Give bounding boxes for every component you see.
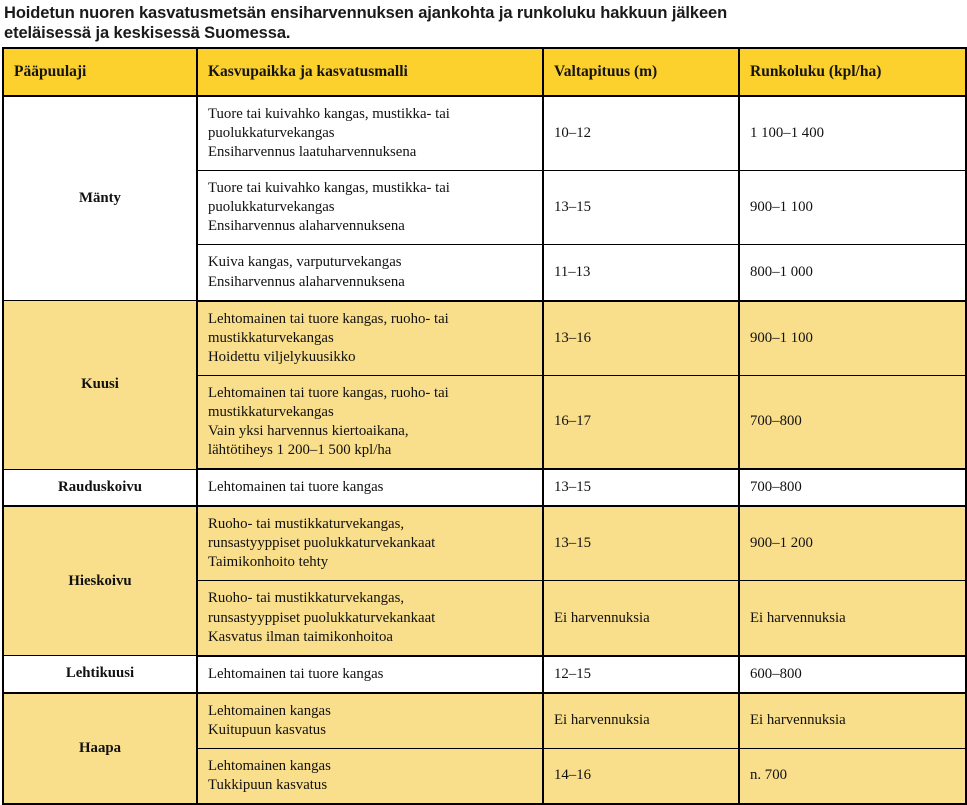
site-model-line: Kuiva kangas, varputurvekangas — [208, 254, 402, 271]
site-model-line: mustikkaturvekangas — [208, 403, 334, 420]
column-header-species: Pääpuulaji — [3, 48, 197, 96]
stem-count-cell: 900–1 200 — [739, 506, 966, 581]
stem-count-cell: 900–1 100 — [739, 301, 966, 376]
column-header-height: Valtapituus (m) — [543, 48, 739, 96]
site-model-line: Vain yksi harvennus kiertoaikana, — [208, 423, 409, 440]
table-header — [3, 48, 966, 96]
dominant-height-cell: 13–15 — [543, 469, 739, 506]
site-model-cell — [197, 748, 543, 804]
species-cell: Mänty — [3, 96, 197, 301]
site-model-line: Hoidettu viljelykuusikko — [208, 348, 356, 365]
table-row — [3, 693, 966, 749]
site-model-line: Lehtomainen tai tuore kangas, ruoho- tai — [208, 310, 449, 327]
stem-count-cell: n. 700 — [739, 748, 966, 804]
site-model-cell — [197, 656, 543, 693]
site-model-cell — [197, 581, 543, 656]
species-cell: Lehtikuusi — [3, 656, 197, 693]
table-body — [3, 96, 966, 804]
dominant-height-cell: 14–16 — [543, 748, 739, 804]
site-model-cell — [197, 301, 543, 376]
site-model-line: Lehtomainen tai tuore kangas — [208, 479, 384, 496]
site-model-line: Ruoho- tai mustikkaturvekangas, — [208, 590, 405, 607]
site-model-line: lähtötiheys 1 200–1 500 kpl/ha — [208, 442, 392, 459]
caption-line-1: Hoidetun nuoren kasvatusmetsän ensiharvennuksen ajankohta ja runkoluku hakkuun jälkeen — [4, 4, 728, 22]
site-model-cell — [197, 693, 543, 749]
site-model-line: Lehtomainen kangas — [208, 757, 331, 774]
thinning-guideline-table — [2, 47, 967, 805]
column-header-stems: Runkoluku (kpl/ha) — [739, 48, 966, 96]
dominant-height-cell: 16–17 — [543, 375, 739, 469]
site-model-line: Tuore tai kuivahko kangas, mustikka- tai — [208, 106, 450, 122]
caption-line-2: eteläisessä ja keskisessä Suomessa. — [4, 24, 291, 42]
site-model-line: Lehtomainen tai tuore kangas — [208, 665, 384, 682]
dominant-height-cell: 10–12 — [543, 96, 739, 171]
site-model-line: Ruoho- tai mustikkaturvekangas, — [208, 516, 405, 533]
dominant-height-cell: 13–15 — [543, 171, 739, 245]
site-model-cell — [197, 506, 543, 581]
site-model-line: Kuitupuun kasvatus — [208, 721, 326, 738]
site-model-line: runsastyyppiset puolukkaturvekankaat — [208, 535, 436, 552]
table-row — [3, 96, 966, 171]
stem-count-cell: 900–1 100 — [739, 171, 966, 245]
header-row — [3, 48, 966, 96]
species-cell: Kuusi — [3, 301, 197, 470]
site-model-cell — [197, 171, 543, 245]
site-model-line: Tuore tai kuivahko kangas, mustikka- tai — [208, 180, 450, 197]
site-model-cell — [197, 469, 543, 506]
stem-count-cell: Ei harvennuksia — [739, 581, 966, 656]
site-model-cell — [197, 375, 543, 469]
site-model-cell — [197, 96, 543, 171]
column-header-site: Kasvupaikka ja kasvatusmalli — [197, 48, 543, 96]
site-model-line: Lehtomainen tai tuore kangas, ruoho- tai — [208, 384, 449, 401]
site-model-cell — [197, 245, 543, 301]
stem-count-cell: 800–1 000 — [739, 245, 966, 301]
site-model-line: puolukkaturvekangas — [208, 125, 335, 142]
site-model-line: Ensiharvennus alaharvennuksena — [208, 273, 405, 290]
dominant-height-cell: 11–13 — [543, 245, 739, 301]
table-row — [3, 656, 966, 693]
species-cell: Haapa — [3, 693, 197, 804]
species-cell: Rauduskoivu — [3, 469, 197, 506]
site-model-line: runsastyyppiset puolukkaturvekankaat — [208, 609, 436, 626]
site-model-line: puolukkaturvekangas — [208, 199, 335, 216]
site-model-line: Tukkipuun kasvatus — [208, 777, 328, 794]
site-model-line: Lehtomainen kangas — [208, 702, 331, 719]
stem-count-cell: Ei harvennuksia — [739, 693, 966, 749]
site-model-line: mustikkaturvekangas — [208, 329, 334, 346]
site-model-line: Taimikonhoito tehty — [208, 554, 329, 571]
table-row — [3, 506, 966, 581]
species-cell: Hieskoivu — [3, 506, 197, 655]
table-row — [3, 301, 966, 376]
dominant-height-cell: 12–15 — [543, 656, 739, 693]
dominant-height-cell: Ei harvennuksia — [543, 581, 739, 656]
site-model-line: Ensiharvennus alaharvennuksena — [208, 218, 405, 235]
stem-count-cell: 600–800 — [739, 656, 966, 693]
table-row — [3, 469, 966, 506]
dominant-height-cell: Ei harvennuksia — [543, 693, 739, 749]
stem-count-cell: 700–800 — [739, 469, 966, 506]
stem-count-cell: 700–800 — [739, 375, 966, 469]
site-model-line: Ensiharvennus laatuharvennuksena — [208, 144, 417, 161]
table-caption — [0, 0, 967, 45]
stem-count-cell: 1 100–1 400 — [739, 96, 966, 171]
dominant-height-cell: 13–16 — [543, 301, 739, 376]
site-model-line: Kasvatus ilman taimikonhoitoa — [208, 628, 393, 645]
dominant-height-cell: 13–15 — [543, 506, 739, 581]
